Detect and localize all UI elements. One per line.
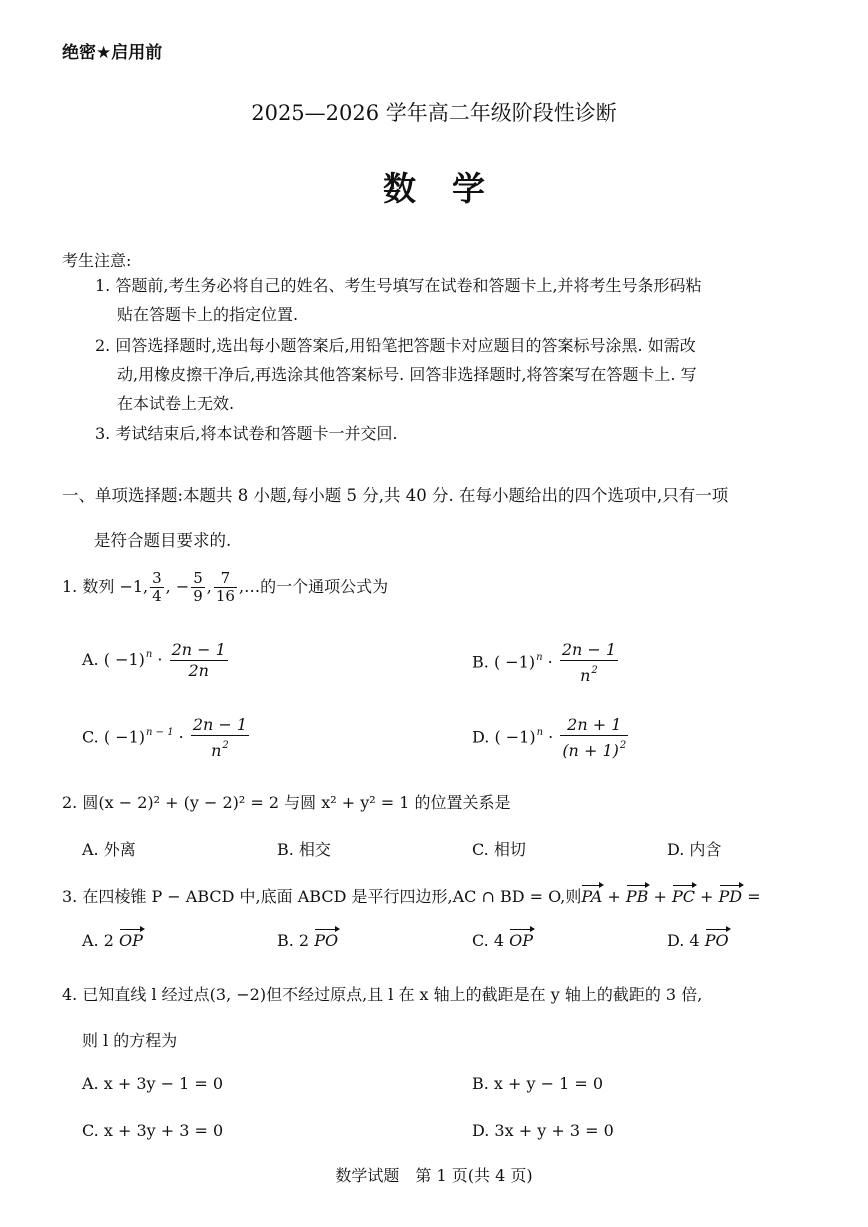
notice-heading: 考生注意: — [62, 251, 132, 270]
q1-option-b[interactable]: B. ( −1)$^n$ · $\frac{2n - 1}{n^2}$ — [472, 640, 617, 685]
q1-option-a[interactable]: A. ( −1)$^n$ · $\frac{2n - 1}{2n}$ — [82, 640, 226, 680]
option-base: ( −1) — [103, 650, 145, 669]
option-base: ( −1) — [493, 652, 536, 672]
page-footer: 数学试题 第 1 页(共 4 页) — [335, 1166, 533, 1185]
q3-option-d[interactable] — [667, 931, 729, 950]
fraction-denominator: 16 — [215, 587, 235, 605]
option-vector: PO — [314, 931, 339, 950]
section-1-heading-cont: 是符合题目要求的. — [94, 531, 232, 550]
q1-sep-2: , — [206, 577, 212, 596]
option-exponent: n — [536, 651, 543, 663]
confidential-label: 绝密★启用前 — [62, 43, 163, 63]
den-exponent: 2 — [591, 665, 598, 676]
question-4-stem-cont: 则 l 的方程为 — [82, 1031, 178, 1050]
option-vector: PO — [704, 931, 729, 950]
option-exponent: n − 1 — [146, 726, 174, 738]
q1-sep-1: , − — [165, 577, 190, 596]
q2-option-d[interactable]: D. 内含 — [667, 840, 722, 859]
notice-item-2-line-2: 动,用橡皮擦干净后,再选涂其他答案标号. 回答非选择题时,将答案写在答题卡上. 写 — [117, 365, 697, 384]
notice-item-2 — [95, 331, 697, 418]
q1-tail: ,…的一个通项公式为 — [238, 577, 389, 596]
option-fraction — [560, 715, 628, 761]
q3-option-b[interactable] — [277, 931, 338, 950]
q2-option-c[interactable]: C. 相切 — [472, 840, 526, 859]
den-base: 2n — [188, 661, 209, 680]
vector-pb: PB — [625, 887, 649, 906]
q3-option-a[interactable] — [82, 931, 143, 950]
q3-stem-post: = — [742, 887, 761, 906]
option-exponent: n — [536, 726, 544, 738]
q2-option-a[interactable]: A. 外离 — [82, 840, 136, 859]
q3-stem-pre: 3. 在四棱锥 P − ABCD 中,底面 ABCD 是平行四边形,AC ∩ BD = O,则 — [62, 887, 582, 906]
notice-item-2-line-3: 在本试卷上无效. — [117, 394, 235, 413]
fraction-denominator: 9 — [193, 587, 203, 605]
fraction-numerator: 2n − 1 — [171, 640, 226, 659]
q1-fraction-2 — [191, 570, 205, 605]
fraction-denominator — [560, 661, 618, 686]
exam-title: 2025—2026 学年高二年级阶段性诊断 — [251, 101, 617, 125]
option-label: C. 4 — [472, 931, 505, 950]
option-label: B. — [472, 652, 489, 672]
option-label: D. 4 — [667, 931, 700, 950]
option-vector: OP — [509, 931, 534, 950]
fraction-denominator — [170, 661, 228, 681]
notice-item-3 — [95, 419, 398, 448]
option-fraction — [170, 640, 228, 681]
question-2-stem: 2. 圆(x − 2)² + (y − 2)² = 2 与圆 x² + y² = 1 的位置关系是 — [62, 793, 511, 812]
den-base: n — [580, 666, 591, 685]
den-exponent: 2 — [619, 740, 627, 751]
option-label: B. 2 — [277, 931, 310, 950]
q4-option-c[interactable]: C. x + 3y + 3 = 0 — [82, 1121, 224, 1140]
option-exponent: n — [145, 649, 153, 660]
question-3-stem: 3. 在四棱锥 P − ABCD 中,底面 ABCD 是平行四边形,AC ∩ BD = O,则PA + PB + PC + PD = — [62, 887, 761, 906]
q4-option-d[interactable]: D. 3x + y + 3 = 0 — [472, 1121, 614, 1140]
q1-fraction-3 — [214, 570, 237, 605]
option-vector: OP — [119, 931, 143, 950]
question-1-stem — [62, 570, 388, 605]
fraction-numerator: 7 — [214, 570, 237, 588]
notice-item-1-line-1: 1. 答题前,考生务必将自己的姓名、考生号填写在试卷和答题卡上,并将考生号条形码粘 — [95, 276, 702, 295]
option-base: ( −1) — [103, 727, 146, 747]
option-fraction — [191, 715, 249, 761]
option-label: D. — [472, 727, 490, 747]
q4-option-b[interactable]: B. x + y − 1 = 0 — [472, 1074, 604, 1093]
option-label: A. — [82, 650, 99, 669]
q1-option-d[interactable]: D. ( −1)$^n$ · $\frac{2n + 1}{(n + 1)^2}$ — [472, 715, 627, 760]
fraction-numerator: 2n − 1 — [561, 640, 617, 659]
question-4-stem: 4. 已知直线 l 经过点(3, −2)但不经过原点,且 l 在 x 轴上的截距是在 y 轴上的截距的 3 倍, — [62, 985, 703, 1004]
vector-pa: PA — [581, 887, 603, 906]
fraction-denominator: 4 — [152, 587, 162, 605]
fraction-numerator: 2n − 1 — [192, 715, 248, 734]
q3-option-c[interactable] — [472, 931, 533, 950]
q1-fraction-1 — [150, 570, 164, 605]
option-label: A. 2 — [82, 931, 114, 950]
fraction-numerator: 3 — [152, 569, 162, 587]
vector-pc: PC — [671, 887, 695, 906]
option-label: C. — [82, 727, 99, 747]
option-base: ( −1) — [494, 727, 536, 747]
notice-item-3-line-1: 3. 考试结束后,将本试卷和答题卡一并交回. — [95, 424, 398, 443]
vector-pd: PD — [718, 887, 743, 906]
q1-option-c[interactable]: C. ( −1)$^{n - 1}$ · $\frac{2n - 1}{n^2}$ — [82, 715, 248, 760]
fraction-denominator — [560, 736, 628, 761]
den-base: n — [211, 741, 222, 760]
q1-lead: 1. 数列 −1, — [62, 577, 149, 596]
section-1-heading: 一、单项选择题:本题共 8 小题,每小题 5 分,共 40 分. 在每小题给出的四个选项中,只有一项 — [62, 486, 729, 505]
fraction-numerator: 2n + 1 — [560, 715, 628, 736]
fraction-denominator — [191, 736, 249, 761]
q4-option-a[interactable]: A. x + 3y − 1 = 0 — [82, 1074, 224, 1093]
option-fraction — [560, 640, 618, 686]
fraction-numerator: 5 — [193, 569, 203, 587]
subject-title: 数学 — [383, 169, 521, 208]
notice-item-1-line-2: 贴在答题卡上的指定位置. — [117, 305, 299, 324]
notice-item-1 — [95, 271, 702, 329]
notice-item-2-line-1: 2. 回答选择题时,选出每小题答案后,用铅笔把答题卡对应题目的答案标号涂黑. 如需改 — [95, 336, 696, 355]
den-exponent: 2 — [222, 740, 229, 751]
den-base: (n + 1) — [562, 741, 619, 760]
q2-option-b[interactable]: B. 相交 — [277, 840, 331, 859]
